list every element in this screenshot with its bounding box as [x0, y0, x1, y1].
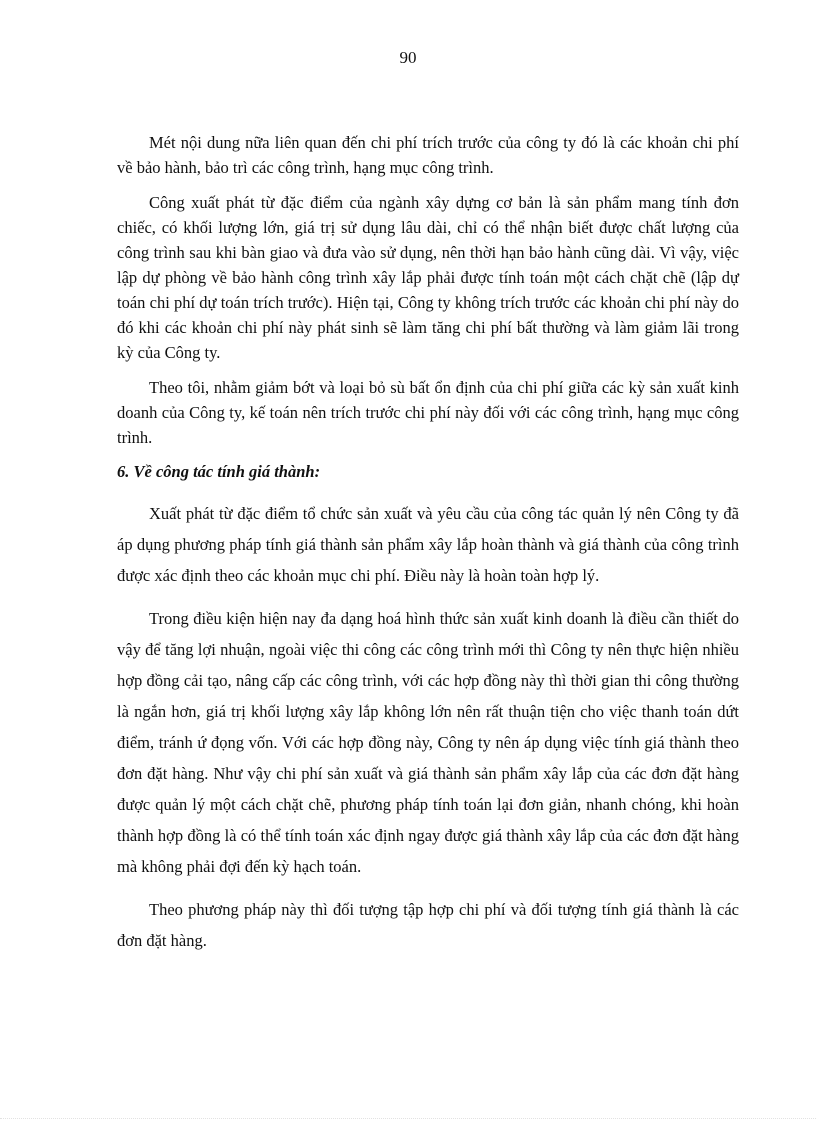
document-body	[117, 130, 739, 968]
page-bottom-divider	[0, 1118, 816, 1119]
paragraph-warranty-provision: Công xuất phát từ đặc điểm của ngành xây dựng cơ bản là sản phẩm mang tính đơn chiếc, có khối lượng lớn, giá trị sử dụng lâu dài, chỉ có thể nhận biết được chất lượng của công trình sau khi bàn giao và đưa vào sử dụng, nên thời hạn bảo hành cũng dài. Vì vậy, việc lập dự phòng về bảo hành công trình xây lắp phải được tính toán một cách chặt chẽ (lập dự toán chi phí dự toán trích trước). Hiện tại, Công ty không trích trước các khoản chi phí này do đó khi các khoản chi phí này phát sinh sẽ làm tăng chi phí bất thường và làm giảm lãi trong kỳ của Công ty.	[117, 193, 739, 362]
paragraph-recommendation: Theo tôi, nhằm giảm bớt và loại bỏ sù bất ổn định của chi phí giữa các kỳ sản xuất kinh doanh của Công ty, kế toán nên trích trước chi phí này đối với các công trình, hạng mục công trình.	[117, 378, 739, 447]
section-heading: 6. Về công tác tính giá thành:	[117, 462, 321, 481]
paragraph-order-costing: Trong điều kiện hiện nay đa dạng hoá hình thức sản xuất kinh doanh là điều cần thiết do vậy để tăng lợi nhuận, ngoài việc thi công các công trình mới thì Công ty nên thực hiện nhiều hợp đồng cải tạo, nâng cấp các công trình, với các hợp đồng này thì thời gian thi công thường là ngắn hơn, giá trị khối lượng xây lắp không lớn nên rất thuận tiện cho việc thanh toán dứt điểm, tránh ứ đọng vốn. Với các hợp đồng này, Công ty nên áp dụng việc tính giá thành theo đơn đặt hàng. Như vậy chi phí sản xuất và giá thành sản phẩm xây lắp của các đơn đặt hàng được quản lý một cách chặt chẽ, phương pháp tính toán lại đơn giản, nhanh chóng, khi hoàn thành hợp đồng là có thể tính toán xác định ngay được giá thành xây lắp của các đơn đặt hàng mà không phải đợi đến kỳ hạch toán.	[117, 609, 739, 876]
paragraph-cost-object: Theo phương pháp này thì đối tượng tập hợp chi phí và đối tượng tính giá thành là các đơn đặt hàng.	[117, 900, 739, 950]
paragraph-warranty-costs: Mét nội dung nữa liên quan đến chi phí trích trước của công ty đó là các khoản chi phí về bảo hành, bảo trì các công trình, hạng mục công trình.	[117, 133, 739, 177]
paragraph-costing-method: Xuất phát từ đặc điểm tổ chức sản xuất và yêu cầu của công tác quản lý nên Công ty đã áp dụng phương pháp tính giá thành sản phẩm xây lắp hoàn thành và giá thành của công trình được xác định theo các khoản mục chi phí. Điều này là hoàn toàn hợp lý.	[117, 504, 739, 585]
page-number: 90	[399, 48, 417, 67]
